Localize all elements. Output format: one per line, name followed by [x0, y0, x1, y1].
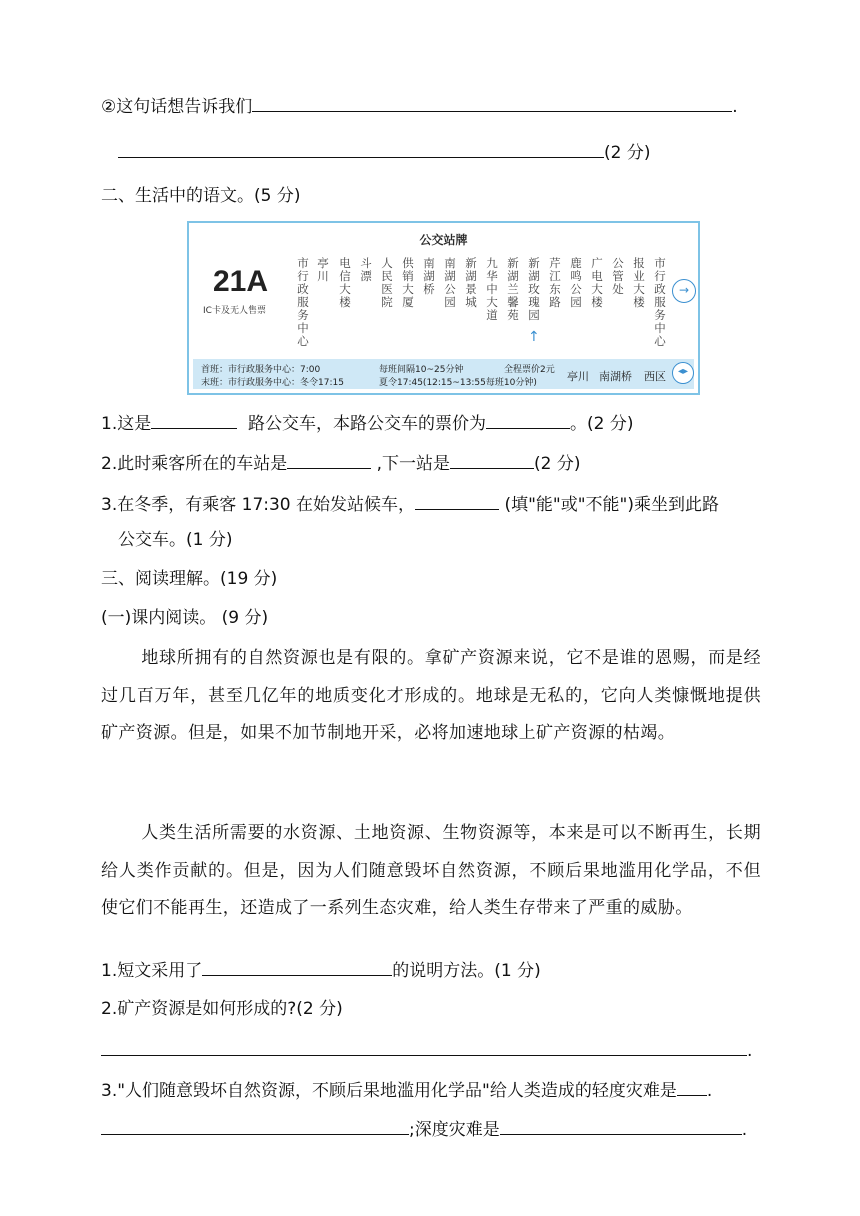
question-text: ②这句话想告诉我们: [101, 97, 253, 117]
score-label: (2 分): [534, 454, 581, 474]
question-text: ,下一站是: [376, 454, 451, 474]
sign-title: 公交站牌: [419, 233, 468, 247]
stop-label: 斗漂: [360, 256, 372, 283]
stop-label: 鹿鸣公园: [570, 256, 582, 309]
bus-question-2: [101, 450, 581, 476]
stop-label: 南湖公园: [444, 256, 456, 309]
stop-label: 新湖兰馨苑: [507, 256, 519, 322]
bus-question-3-cont: 公交车。(1 分): [118, 530, 233, 550]
answer-blank[interactable]: [101, 1116, 409, 1135]
period: .: [747, 1041, 753, 1061]
answer-blank[interactable]: [287, 450, 371, 469]
question-text: 2.此时乘客所在的车站是: [101, 454, 288, 474]
current-stop-arrow-icon: ↑: [528, 329, 540, 345]
last-bus-info: 末班：市行政服务中心：冬令17:15: [201, 378, 344, 388]
section-3-title: 三、阅读理解。(19 分): [101, 569, 278, 589]
stop-label: 供销大厦: [402, 256, 414, 309]
first-bus-info: 首班：市行政服务中心：7:00: [201, 365, 321, 375]
arrow-right-icon: →: [672, 279, 696, 303]
answer-blank[interactable]: [252, 93, 732, 112]
question-2-line: [101, 93, 738, 119]
stop-label: 广电大楼: [591, 256, 603, 309]
answer-blank[interactable]: [202, 957, 392, 976]
section-2-title: 二、生活中的语文。(5 分): [101, 186, 301, 206]
score-label: 。(2 分): [570, 414, 634, 434]
stop-label: 公管处: [612, 256, 624, 296]
summer-schedule: 夏令17:45(12:15~13:55每班10分钟): [379, 378, 537, 388]
footer-stop: 亭川: [567, 370, 589, 383]
question-text: 1.短文采用了: [101, 961, 203, 981]
question-text: (填"能"或"不能")乘坐到此路: [504, 495, 719, 515]
route-subtitle: IC卡及无人售票: [203, 306, 266, 316]
answer-blank[interactable]: [500, 1116, 742, 1135]
stop-label: 市行政服务中心: [297, 256, 309, 348]
left-right-arrow-icon: ◂▸: [672, 362, 694, 384]
passage-paragraph-1: [101, 640, 761, 753]
period: .: [706, 1081, 713, 1101]
answer-blank[interactable]: [486, 410, 570, 429]
stop-label: 电信大楼: [339, 256, 351, 309]
question-text: ;深度灾难是: [409, 1120, 500, 1140]
stop-label: 人民医院: [381, 256, 393, 309]
reading-question-3: [101, 1077, 712, 1103]
stop-label: 新湖玫瑰园: [528, 256, 540, 322]
paragraph-text: 地球所拥有的自然资源也是有限的。拿矿产资源来说，它不是谁的恩赐，而是经过几百万年，甚至几亿年的地质变化才形成的。地球是无私的，它向人类慷慨地提供矿产资源。但是，如果不加节制地开采，必将加速地球上矿产资源的枯竭。: [101, 648, 761, 743]
stop-label: 报业大楼: [633, 256, 645, 309]
stop-label: 九华中大道: [486, 256, 498, 322]
question-text: 路公交车，本路公交车的票价为: [248, 414, 487, 434]
passage-paragraph-2: [101, 815, 761, 928]
subsection-1-title: (一)课内阅读。 (9 分): [101, 608, 269, 628]
bus-question-1: [101, 410, 634, 436]
stop-label: 南湖桥: [423, 256, 435, 296]
period: .: [741, 1120, 748, 1140]
interval-info: 每班间隔10~25分钟: [379, 365, 464, 375]
reading-question-2-answer: [101, 1037, 752, 1063]
question-text: 的说明方法。(1 分): [392, 961, 541, 981]
reading-question-2: 2.矿产资源是如何形成的?(2 分): [101, 999, 343, 1019]
stop-label: 亭川: [317, 256, 329, 283]
stop-label: 市行政服务中心: [654, 256, 666, 348]
question-2-line-2: [118, 139, 650, 165]
route-number: 21A: [213, 265, 269, 298]
paragraph-text: 人类生活所需要的水资源、土地资源、生物资源等，本来是可以不断再生，长期给人类作贡献的。但是，因为人们随意毁坏自然资源，不顾后果地滥用化学品，不但使它们不能再生，还造成了一系列生态灾难，给人类生存带来了严重的威胁。: [101, 823, 761, 918]
stop-label: 芹江东路: [549, 256, 561, 309]
question-text: 3.在冬季，有乘客 17:30 在始发站候车，: [101, 495, 416, 515]
score-label: (2 分): [604, 143, 651, 163]
footer-stop: 西区: [644, 370, 666, 383]
answer-blank[interactable]: [415, 491, 499, 510]
bus-stop-sign: [187, 221, 700, 395]
reading-question-3-cont: [101, 1116, 747, 1142]
stop-label: 新湖景城: [465, 256, 477, 309]
reading-question-1: [101, 957, 541, 983]
question-text: 3."人们随意毁坏自然资源，不顾后果地滥用化学品"给人类造成的轻度灾难是: [101, 1081, 677, 1101]
answer-blank[interactable]: [677, 1077, 707, 1096]
answer-blank[interactable]: [151, 410, 237, 429]
sign-footer: [193, 359, 694, 389]
question-text: 1.这是: [101, 414, 152, 434]
bus-question-3: [101, 491, 719, 517]
footer-stop: 南湖桥: [599, 370, 632, 383]
answer-blank[interactable]: [101, 1037, 747, 1056]
fare-info: 全程票价2元: [504, 365, 555, 375]
period: .: [732, 97, 738, 117]
answer-blank[interactable]: [450, 450, 534, 469]
answer-blank[interactable]: [118, 139, 604, 158]
